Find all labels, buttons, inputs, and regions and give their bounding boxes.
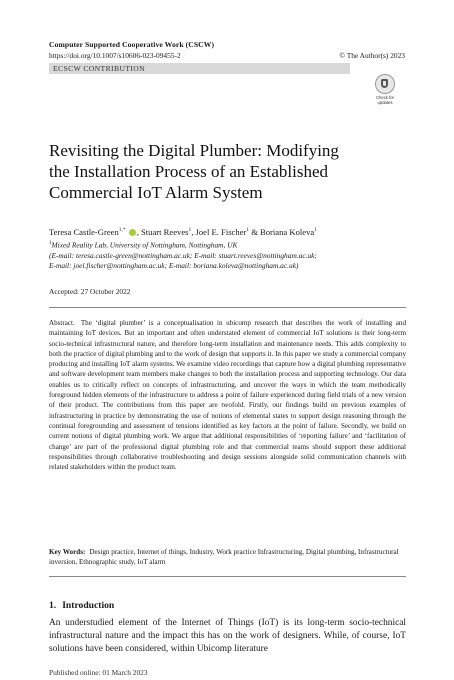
author-name: & Boriana Koleva	[249, 227, 315, 237]
section-number: 1.	[49, 600, 57, 611]
paper-title	[49, 140, 409, 203]
accepted-date: Accepted: 27 October 2022	[49, 287, 131, 296]
keywords	[49, 547, 406, 568]
affil-line: E-mail: joel.fischer@nottingham.ac.uk; E-mail: boriana.koleva@nottingham.ac.uk)	[49, 261, 299, 271]
author-affil-marker: 1	[246, 227, 250, 234]
badge-label: Check for updates	[376, 95, 394, 105]
affil-line: Mixed Reality Lab, University of Nottingham, Nottingham, UK	[51, 240, 238, 250]
bookmark-icon	[375, 74, 395, 94]
doi-link[interactable]: https://doi.org/10.1007/s10606-023-09455-2	[49, 51, 181, 60]
author-name: , Joel E. Fischer	[191, 227, 247, 237]
author-affil-marker: 1	[314, 227, 317, 234]
section-title: Introduction	[62, 600, 115, 611]
orcid-icon[interactable]	[129, 229, 136, 236]
affiliation	[49, 239, 317, 272]
divider	[49, 307, 406, 308]
keywords-text: Design practice, Internet of things, Industry, Work practice Infrastructuring, Digital plumbing, Infrastructural inversion, Ethnographic study, IoT alarm	[49, 548, 399, 567]
author-affil-marker: 1	[188, 227, 192, 234]
section-label: ECSCW CONTRIBUTION	[49, 63, 350, 74]
abstract-text: The ‘digital plumber’ is a conceptualisation in ubicomp research that describes the work of installing and maintaining IoT devices. But an important and often understated element of commercial IoT solutions is their long-term socio-technical infrastructural nature, and therefore long-term installation and maintenance needs. This adds complexity to both the practice of digital plumbing and to the work of design that supports it. In this paper we study a commercial company producing and installing IoT alarm systems. We examine video recordings that capture how a digital plumbing representative and software development team members make changes to both the installation process and supporting technology. Our data enables us to critically reflect on concepts of infrastructuring, and uncover the ways in which the team methodically foreground hidden elements of the infrastructure to address a point of failure experienced during field trials of a new version of their product. The contributions from this paper are twofold. Firstly, our findings build on previous examples of infrastructuring in practice by demonstrating the use of notions of elemental states to support design reasoning through the continual foregrounding and assessment of tensions identified as key factors at the point of failure. Secondly, we build on current notions of digital plumbing work. We argue that additional responsibilities of ‘reporting failure’ and ‘facilitation of change’ are part of the professional digital plumbing role and that commercial teams should support these additional responsibilities through collaborative troubleshooting and design sessions alongside solid communication channels with related stakeholders within the product team.	[49, 319, 406, 472]
divider	[49, 576, 406, 577]
published-date: Published online: 01 March 2023	[49, 668, 148, 677]
affil-line: (E-mail: teresa.castle-green@nottingham.ac.uk; E-mail: stuart.reeves@nottingham.ac.uk;	[49, 250, 317, 260]
title-line: Commercial IoT Alarm System	[49, 183, 263, 202]
title-line: the Installation Process of an Established	[49, 162, 329, 181]
title-line: Revisiting the Digital Plumber: Modifying	[49, 141, 339, 160]
affil-marker: 1	[49, 241, 52, 246]
copyright-notice: © The Author(s) 2023	[339, 51, 405, 60]
author-name: , Stuart Reeves	[136, 227, 189, 237]
abstract	[49, 318, 406, 472]
abstract-label: Abstract.	[49, 319, 75, 327]
journal-name: Computer Supported Cooperative Work (CSCW)	[49, 40, 215, 49]
check-for-updates-badge[interactable]	[369, 74, 401, 106]
author-list	[49, 227, 317, 237]
keywords-label: Key Words:	[49, 548, 86, 556]
author-affil-marker: 1,*	[118, 227, 126, 234]
section-heading	[49, 600, 114, 611]
author-name: Teresa Castle-Green	[49, 227, 119, 237]
body-paragraph: An understudied element of the Internet of Things (IoT) is its long-term socio-technical infrastructural nature and the impact this has on the work of designers. While, of course, IoT solutions have been considered, within Ubicomp literature	[49, 618, 406, 655]
